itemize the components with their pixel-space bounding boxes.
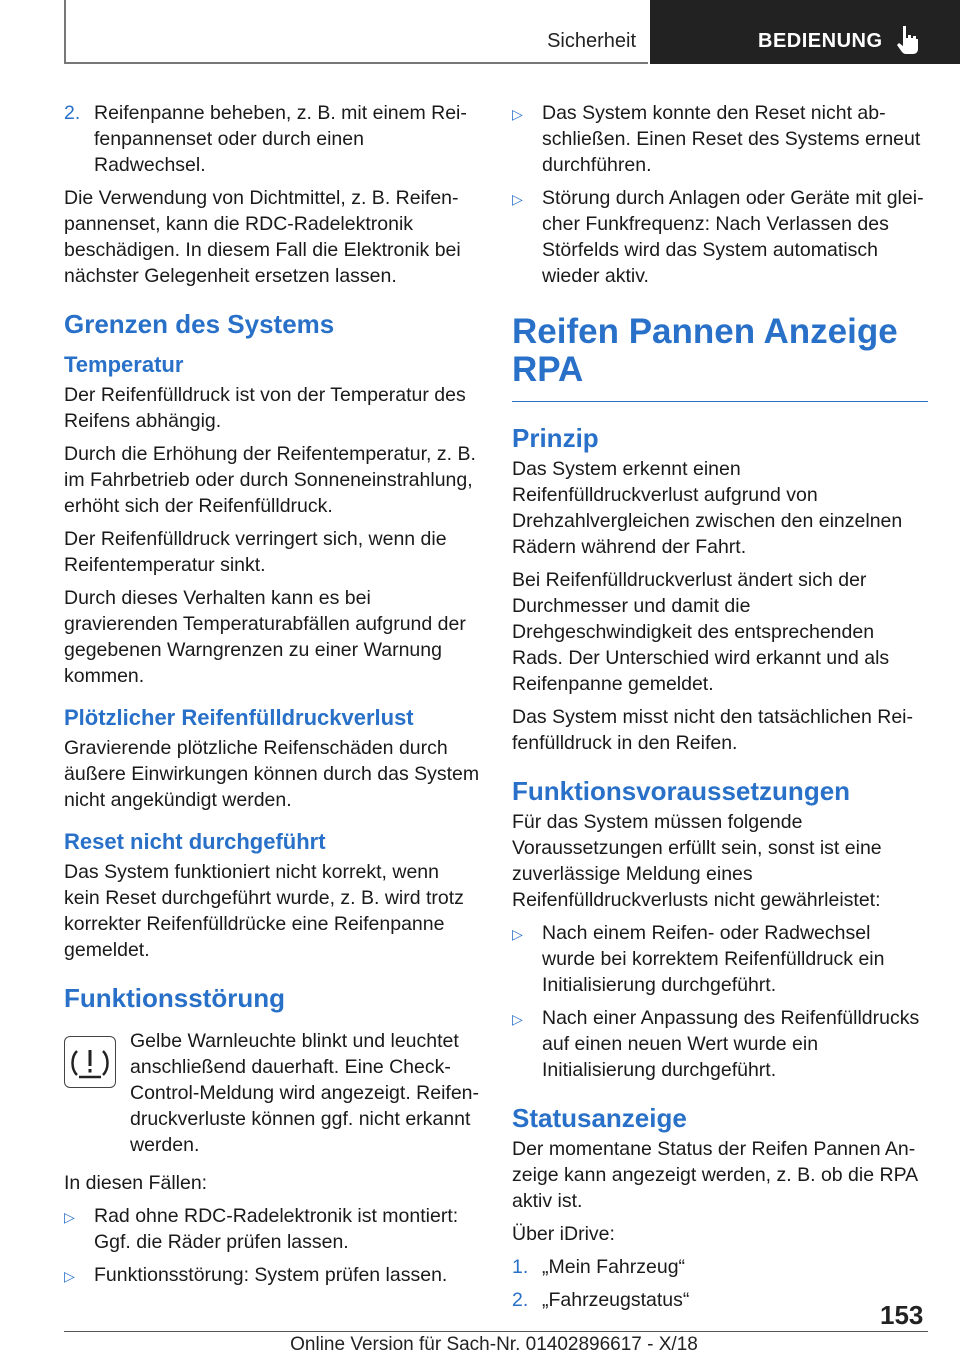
footer-online-version: Online Version für Sach-Nr. 01402896617 - X/18 xyxy=(290,1334,698,1355)
heading-rpa: Reifen Pannen Anzeige RPA xyxy=(512,312,898,389)
list-number: 2. xyxy=(512,1289,529,1311)
list-item xyxy=(512,100,928,178)
list-item xyxy=(512,1005,928,1083)
paragraph: Der Reifenfülldruck verringert sich, wenn die Reifentemperatur sinkt. xyxy=(64,528,447,576)
list-item-text: Nach einer Anpassung des Reifenfülldrucks auf einen neuen Wert wurde ein Initialisierung durchgeführt. xyxy=(542,1007,920,1081)
list-item xyxy=(64,100,480,178)
header-tab-label: BEDIENUNG xyxy=(758,30,883,52)
right-column xyxy=(512,100,928,1320)
warning-block xyxy=(64,1028,480,1158)
heading-grenzen: Grenzen des Systems xyxy=(64,309,335,339)
page-number: 153 xyxy=(880,1300,924,1330)
paragraph: Bei Reifenfülldruckverlust ändert sich der Durchmesser und damit die Drehgeschwindigkeit des entsprechenden Rads. Der Unterschied wird erkannt und als Reifenpanne gemeldet. xyxy=(512,569,890,695)
list-item-text: Das System konnte den Reset nicht abschließen. Einen Reset des Systems erneut durchführen. xyxy=(542,102,921,176)
header-section-title: Sicherheit xyxy=(547,30,636,52)
list-item-text: Rad ohne RDC-Radelektronik ist montiert: Ggf. die Räder prüfen lassen. xyxy=(94,1205,459,1253)
paragraph-warning: Gelbe Warnleuchte blinkt und leuchtet anschließend dauerhaft. Eine Check-Control-Meldung wird angezeigt. Reifendruckverluste können ggf. nicht erkannt werden. xyxy=(130,1030,480,1156)
header-tab-bedienung xyxy=(650,0,960,64)
list-item-text: Störung durch Anlagen oder Geräte mit gleicher Funkfrequenz: Nach Verlassen des Störfelds wird das System automatisch wieder aktiv. xyxy=(542,187,924,287)
triangle-right-icon: ▷ xyxy=(512,191,523,207)
heading-statusanzeige: Statusanzeige xyxy=(512,1103,687,1133)
triangle-right-icon: ▷ xyxy=(512,926,523,942)
heading-ploetzlich: Plötzlicher Reifenfülldruckverlust xyxy=(64,705,414,730)
paragraph: Der Reifenfülldruck ist von der Temperatur des Reifens abhängig. xyxy=(64,384,466,432)
paragraph: Das System misst nicht den tatsächlichen Reifenfülldruck in den Reifen. xyxy=(512,706,913,754)
paragraph: Gravierende plötzliche Reifenschäden durch äußere Einwirkungen können durch das System nicht angekündigt werden. xyxy=(64,737,480,811)
paragraph: Für das System müssen folgende Voraussetzungen erfüllt sein, sonst ist eine zuverlässige Meldung eines Reifenfülldruckverlusts nicht gewährleistet: xyxy=(512,811,882,911)
list-item-text: Funktionsstörung: System prüfen lassen. xyxy=(94,1264,448,1286)
triangle-right-icon: ▷ xyxy=(64,1268,75,1284)
heading-reset: Reset nicht durchgeführt xyxy=(64,829,326,854)
paragraph: Das System erkennt einen Reifenfülldruckverlust aufgrund von Drehzahlvergleichen zwischen den einzelnen Rädern während der Fahrt. xyxy=(512,458,903,558)
heading-funktionsstoerung: Funktionsstörung xyxy=(64,983,285,1013)
triangle-right-icon: ▷ xyxy=(512,1011,523,1027)
list-item-text: Reifenpanne beheben, z. B. mit einem Reifenpannenset oder durch einen Radwechsel. xyxy=(94,102,467,176)
heading-rule xyxy=(512,401,928,402)
list-item xyxy=(64,1203,480,1255)
left-column xyxy=(64,100,480,1295)
list-item xyxy=(512,1254,928,1280)
header-underline xyxy=(64,62,648,64)
list-item-text: „Fahrzeugstatus“ xyxy=(542,1289,690,1311)
paragraph: Die Verwendung von Dichtmittel, z. B. Reifenpannenset, kann die RDC-Radelektronik beschädigen. In diesem Fall die Elektronik bei nächster Gelegenheit ersetzen lassen. xyxy=(64,187,461,287)
list-item xyxy=(512,185,928,289)
paragraph: Das System funktioniert nicht korrekt, wenn kein Reset durchgeführt wurde, z. B. wird trotz korrekter Reifenfülldrücke eine Reifenpanne gemeldet. xyxy=(64,861,464,961)
heading-prinzip: Prinzip xyxy=(512,423,599,453)
list-number: 2. xyxy=(64,102,81,124)
paragraph: Der momentane Status der Reifen Pannen Anzeige kann angezeigt werden, z. B. ob die RPA aktiv ist. xyxy=(512,1138,918,1212)
triangle-right-icon: ▷ xyxy=(64,1209,75,1225)
paragraph: Durch die Erhöhung der Reifentemperatur, z. B. im Fahrbetrieb oder durch Sonneneinstrahlung, erhöht sich der Reifenfülldruck. xyxy=(64,443,476,517)
paragraph: In diesen Fällen: xyxy=(64,1172,208,1194)
list-number: 1. xyxy=(512,1256,529,1278)
hand-pointer-icon xyxy=(894,24,922,54)
heading-funktionsvoraussetzungen: Funktionsvoraussetzungen xyxy=(512,776,851,806)
list-item-text: „Mein Fahrzeug“ xyxy=(542,1256,686,1278)
footer-rule xyxy=(64,1331,928,1332)
list-item xyxy=(512,1287,928,1313)
triangle-right-icon: ▷ xyxy=(512,106,523,122)
tire-pressure-warning-icon xyxy=(64,1036,116,1088)
list-item xyxy=(512,920,928,998)
paragraph: Durch dieses Verhalten kann es bei gravierenden Temperaturabfällen aufgrund der gegebenen Warngrenzen zu einer Warnung kommen. xyxy=(64,587,466,687)
list-item-text: Nach einem Reifen- oder Radwechsel wurde bei korrektem Reifenfülldruck ein Initialisierung durchgeführt. xyxy=(542,922,885,996)
list-item xyxy=(64,1262,480,1288)
paragraph: Über iDrive: xyxy=(512,1223,615,1245)
heading-temperatur: Temperatur xyxy=(64,352,184,377)
